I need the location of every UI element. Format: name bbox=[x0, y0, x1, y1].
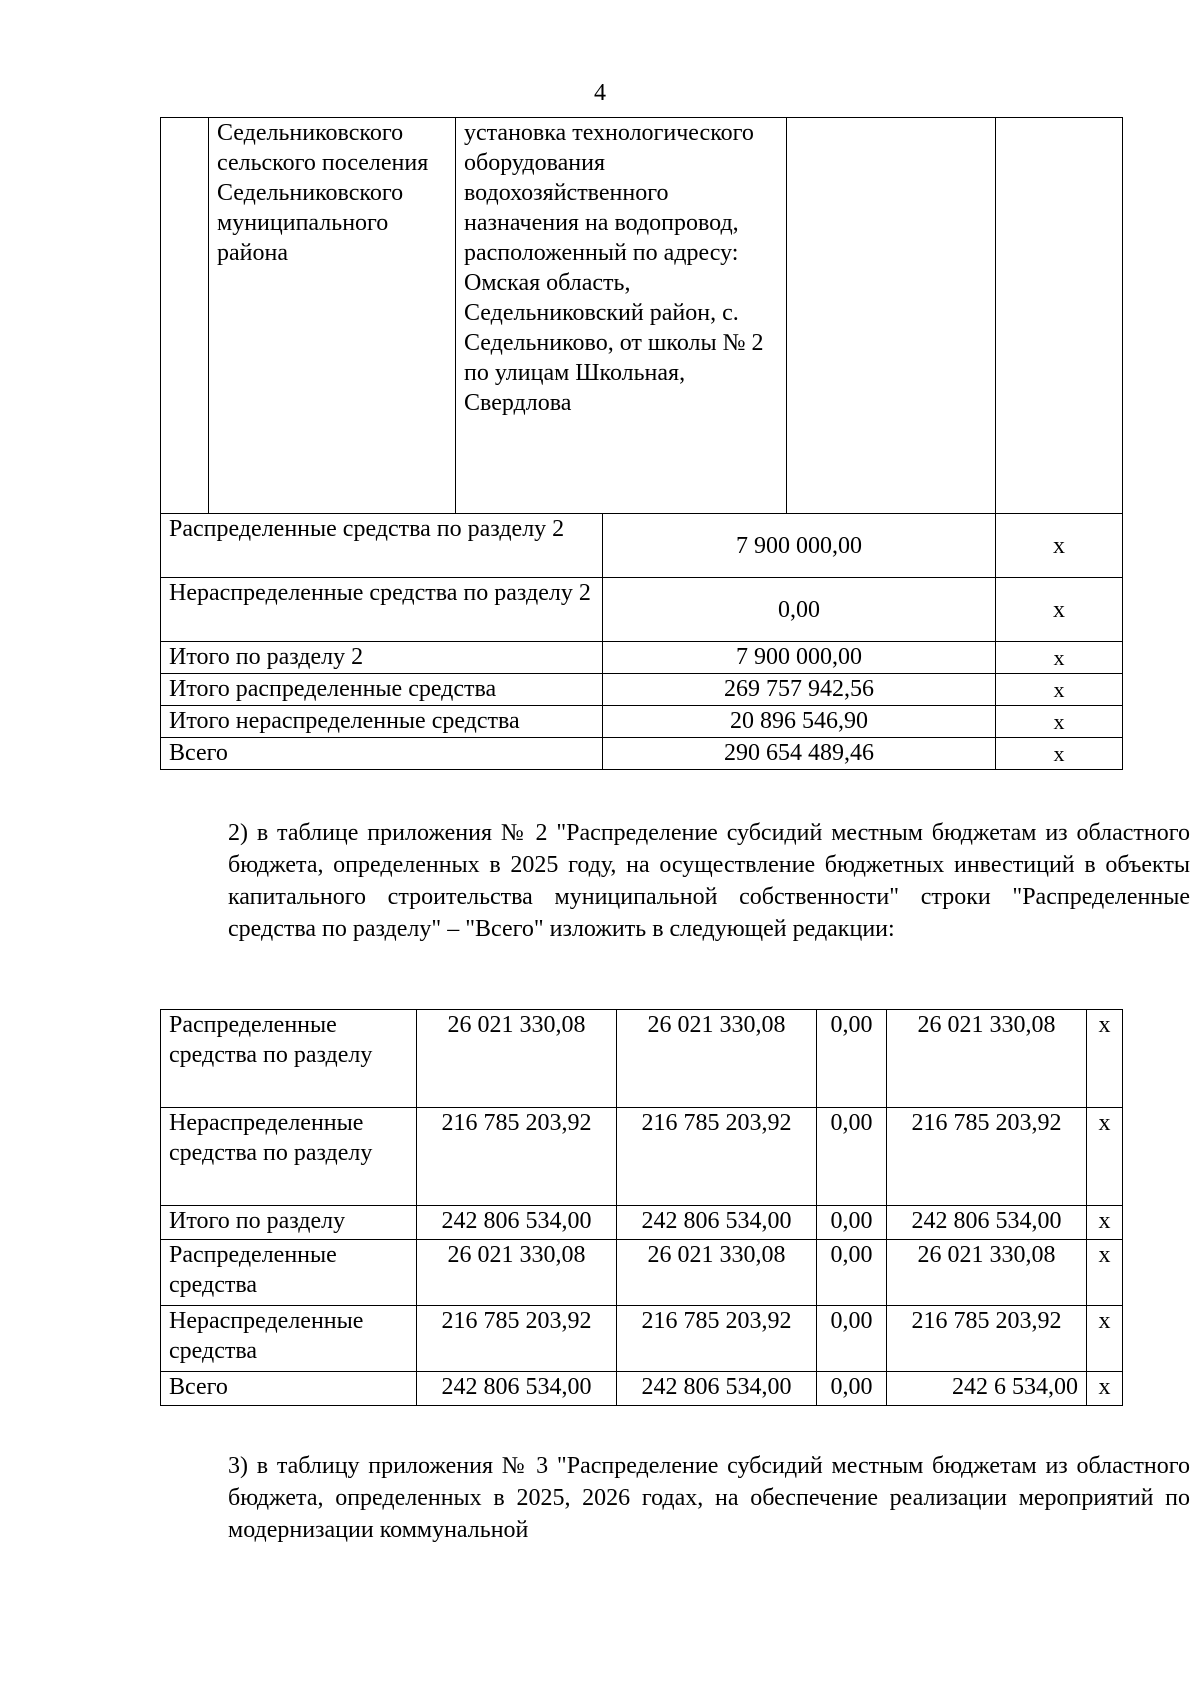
row-value: 269 757 942,56 bbox=[603, 674, 996, 706]
value-cell: 242 806 534,00 bbox=[417, 1372, 617, 1406]
row-label: Распределенные средства по разделу bbox=[161, 1010, 417, 1108]
row-label: Итого по разделу 2 bbox=[161, 642, 603, 674]
value-cell: 242 806 534,00 bbox=[617, 1206, 817, 1240]
value-cell: 0,00 bbox=[817, 1240, 887, 1306]
empty-cell bbox=[996, 118, 1123, 514]
value-cell: 216 785 203,92 bbox=[887, 1306, 1087, 1372]
table-row bbox=[161, 706, 1123, 738]
row-label: Нераспределенные средства по разделу bbox=[161, 1108, 417, 1206]
value-cell: 242 806 534,00 bbox=[617, 1372, 817, 1406]
row-mark: x bbox=[1087, 1010, 1123, 1108]
row-mark: x bbox=[996, 578, 1123, 642]
row-label: Всего bbox=[161, 1372, 417, 1406]
value-cell: 216 785 203,92 bbox=[417, 1108, 617, 1206]
value-cell: 0,00 bbox=[817, 1306, 887, 1372]
table-row bbox=[161, 642, 1123, 674]
row-mark: x bbox=[996, 706, 1123, 738]
row-value: 7 900 000,00 bbox=[603, 642, 996, 674]
row-label: Нераспределенные средства по разделу 2 bbox=[161, 578, 603, 642]
value-cell: 0,00 bbox=[817, 1010, 887, 1108]
table-row bbox=[161, 1108, 1123, 1206]
table-row bbox=[161, 514, 1123, 578]
row-value: 0,00 bbox=[603, 578, 996, 642]
value-cell: 242 6 534,00 bbox=[887, 1372, 1087, 1406]
row-label: Итого распределенные средства bbox=[161, 674, 603, 706]
table-row bbox=[161, 1206, 1123, 1240]
table-row bbox=[161, 1010, 1123, 1108]
empty-cell bbox=[787, 118, 996, 514]
row-label: Распределенные средства bbox=[161, 1240, 417, 1306]
row-number-cell bbox=[161, 118, 209, 514]
row-mark: x bbox=[1087, 1108, 1123, 1206]
value-cell: 216 785 203,92 bbox=[617, 1108, 817, 1206]
table-row bbox=[161, 1372, 1123, 1406]
row-mark: x bbox=[1087, 1372, 1123, 1406]
row-label: Нераспределенные средства bbox=[161, 1306, 417, 1372]
row-mark: x bbox=[1087, 1306, 1123, 1372]
value-cell: 216 785 203,92 bbox=[617, 1306, 817, 1372]
row-label: Распределенные средства по разделу 2 bbox=[161, 514, 603, 578]
row-mark: x bbox=[1087, 1240, 1123, 1306]
value-cell: 26 021 330,08 bbox=[887, 1010, 1087, 1108]
value-cell: 242 806 534,00 bbox=[417, 1206, 617, 1240]
value-cell: 26 021 330,08 bbox=[417, 1240, 617, 1306]
table-row bbox=[161, 1240, 1123, 1306]
table-row bbox=[161, 578, 1123, 642]
page-number: 4 bbox=[594, 80, 606, 106]
distribution-table-section-2 bbox=[160, 117, 1123, 770]
row-label: Итого по разделу bbox=[161, 1206, 417, 1240]
value-cell: 216 785 203,92 bbox=[887, 1108, 1087, 1206]
value-cell: 26 021 330,08 bbox=[417, 1010, 617, 1108]
row-mark: x bbox=[996, 514, 1123, 578]
row-mark: x bbox=[996, 642, 1123, 674]
row-mark: x bbox=[996, 674, 1123, 706]
row-label: Всего bbox=[161, 738, 603, 770]
value-cell: 0,00 bbox=[817, 1206, 887, 1240]
object-cell: установка технологического оборудования водохозяйственного назначения на водопровод, расположенный по адресу: Омская область, Седельниковский район, с. Седельниково, от школы № 2 по улицам Школьная, Свердлова bbox=[456, 118, 787, 514]
value-cell: 216 785 203,92 bbox=[417, 1306, 617, 1372]
row-value: 20 896 546,90 bbox=[603, 706, 996, 738]
value-cell: 0,00 bbox=[817, 1372, 887, 1406]
row-mark: x bbox=[1087, 1206, 1123, 1240]
row-label: Итого нераспределенные средства bbox=[161, 706, 603, 738]
row-value: 7 900 000,00 bbox=[603, 514, 996, 578]
value-cell: 26 021 330,08 bbox=[887, 1240, 1087, 1306]
paragraph-3: 3) в таблицу приложения № 3 "Распределение субсидий местным бюджетам из областного бюджета, определенных в 2025, 2026 годах, на обеспечение реализации мероприятий по модернизации коммунальной bbox=[228, 1453, 1190, 1543]
value-cell: 0,00 bbox=[817, 1108, 887, 1206]
value-cell: 26 021 330,08 bbox=[617, 1240, 817, 1306]
row-value: 290 654 489,46 bbox=[603, 738, 996, 770]
recipient-cell: Седельниковского сельского поселения Седельниковского муниципального района bbox=[209, 118, 456, 514]
table-row bbox=[161, 674, 1123, 706]
row-mark: x bbox=[996, 738, 1123, 770]
table-row bbox=[161, 118, 1123, 514]
value-cell: 26 021 330,08 bbox=[617, 1010, 817, 1108]
distribution-table-appendix-2 bbox=[160, 1009, 1123, 1406]
table-row bbox=[161, 1306, 1123, 1372]
table-row bbox=[161, 738, 1123, 770]
paragraph-2: 2) в таблице приложения № 2 "Распределение субсидий местным бюджетам из областного бюджета, определенных в 2025 году, на осуществление бюджетных инвестиций в объекты капитального строительства муниципальной собственности" строки "Распределенные средства по разделу" – "Всего" изложить в следующей редакции: bbox=[228, 820, 1190, 942]
value-cell: 242 806 534,00 bbox=[887, 1206, 1087, 1240]
